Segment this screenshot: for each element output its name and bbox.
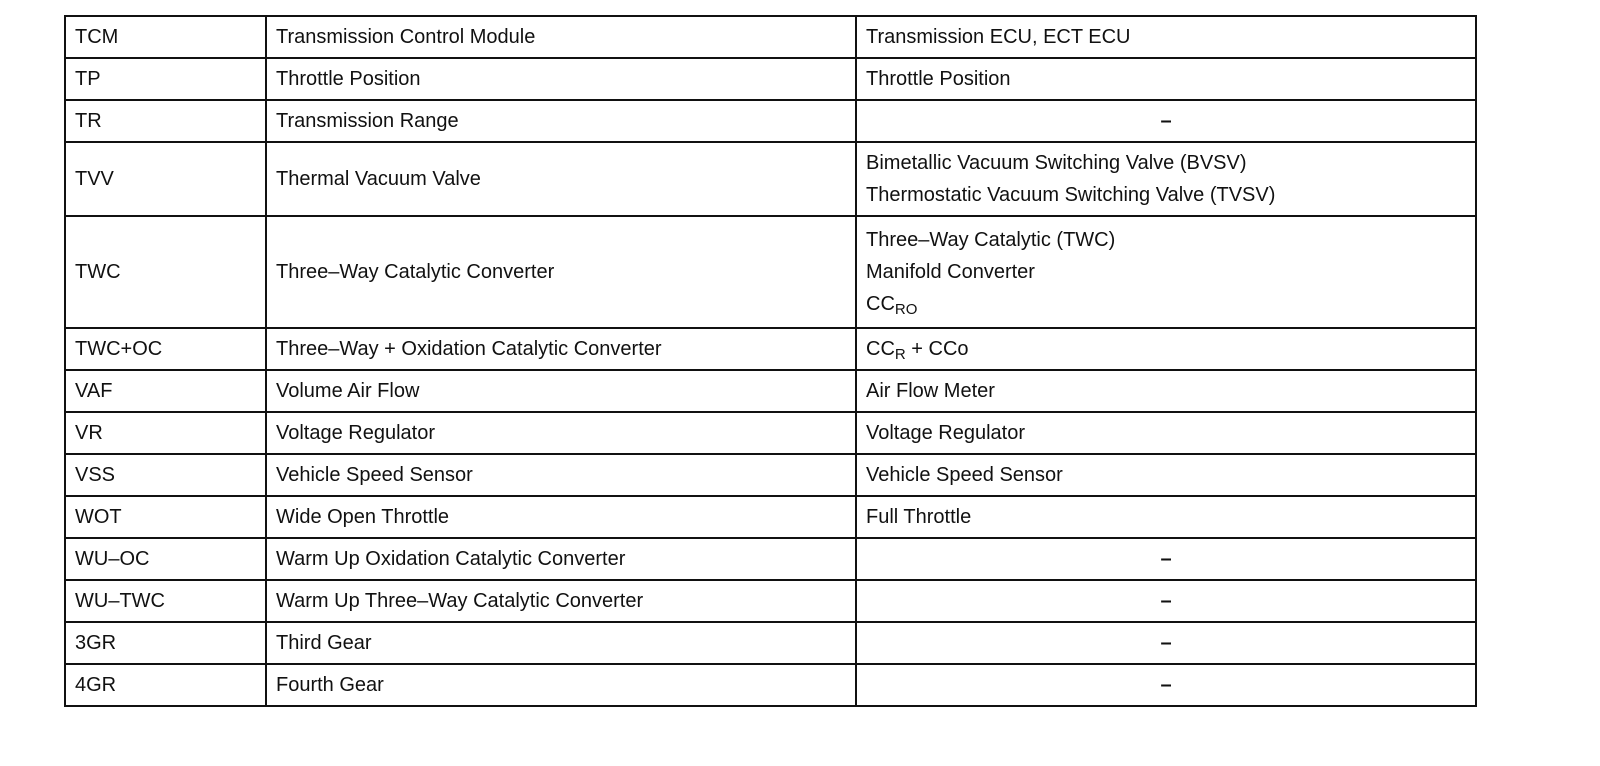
term-cell: Transmission Control Module: [266, 16, 856, 58]
formula-base: CC: [866, 338, 895, 360]
formula-subscript: RO: [894, 301, 918, 318]
abbreviation-cell: TWC: [65, 216, 266, 328]
term-cell: Three–Way Catalytic Converter: [266, 216, 856, 328]
table-row: [65, 100, 1476, 142]
term-cell: Transmission Range: [266, 100, 856, 142]
abbreviation-cell: VSS: [65, 454, 266, 496]
previous-term-cell: –: [856, 664, 1476, 706]
table-row: [65, 496, 1476, 538]
previous-term-cell: Full Throttle: [856, 496, 1476, 538]
table-row: [65, 216, 1476, 328]
formula-base: CC: [866, 293, 895, 315]
table-row: [65, 412, 1476, 454]
term-cell: Thermal Vacuum Valve: [266, 142, 856, 216]
term-cell: Warm Up Three–Way Catalytic Converter: [266, 580, 856, 622]
table-row: [65, 664, 1476, 706]
previous-term-cell: Throttle Position: [856, 58, 1476, 100]
previous-term-cell: [856, 328, 1476, 370]
term-cell: Throttle Position: [266, 58, 856, 100]
previous-term-cell: –: [856, 580, 1476, 622]
previous-term-line: [866, 288, 1466, 320]
abbreviation-cell: 4GR: [65, 664, 266, 706]
previous-term-cell: Air Flow Meter: [856, 370, 1476, 412]
term-cell: Fourth Gear: [266, 664, 856, 706]
abbreviation-cell: TWC+OC: [65, 328, 266, 370]
abbreviation-cell: 3GR: [65, 622, 266, 664]
abbreviation-cell: VR: [65, 412, 266, 454]
abbreviation-cell: WU–TWC: [65, 580, 266, 622]
abbreviation-cell: TVV: [65, 142, 266, 216]
previous-term-cell: –: [856, 622, 1476, 664]
table-row: [65, 370, 1476, 412]
abbreviation-cell: WOT: [65, 496, 266, 538]
previous-term-cell: Transmission ECU, ECT ECU: [856, 16, 1476, 58]
table-row: [65, 538, 1476, 580]
previous-term-cell: –: [856, 100, 1476, 142]
term-cell: Vehicle Speed Sensor: [266, 454, 856, 496]
table-row: [65, 58, 1476, 100]
table-row: [65, 328, 1476, 370]
abbreviation-table: [64, 15, 1477, 707]
table-row: [65, 622, 1476, 664]
term-cell: Three–Way + Oxidation Catalytic Converter: [266, 328, 856, 370]
previous-term-line: Bimetallic Vacuum Switching Valve (BVSV): [866, 152, 1247, 174]
previous-term-line: Three–Way Catalytic (TWC): [866, 229, 1116, 251]
abbreviation-cell: TP: [65, 58, 266, 100]
term-cell: Warm Up Oxidation Catalytic Converter: [266, 538, 856, 580]
previous-term-cell: Vehicle Speed Sensor: [856, 454, 1476, 496]
abbreviation-cell: TCM: [65, 16, 266, 58]
abbreviation-cell: TR: [65, 100, 266, 142]
previous-term-cell: [856, 142, 1476, 216]
previous-term-line: Thermostatic Vacuum Switching Valve (TVSV): [866, 184, 1276, 206]
term-cell: Wide Open Throttle: [266, 496, 856, 538]
abbreviation-cell: WU–OC: [65, 538, 266, 580]
table-row: [65, 580, 1476, 622]
previous-term-cell: Voltage Regulator: [856, 412, 1476, 454]
term-cell: Voltage Regulator: [266, 412, 856, 454]
term-cell: Third Gear: [266, 622, 856, 664]
table-row: [65, 142, 1476, 216]
term-cell: Volume Air Flow: [266, 370, 856, 412]
formula-subscript: R: [894, 346, 906, 363]
table-row: [65, 16, 1476, 58]
table-row: [65, 454, 1476, 496]
previous-term-cell: [856, 216, 1476, 328]
previous-term-line: Manifold Converter: [866, 261, 1035, 283]
abbreviation-cell: VAF: [65, 370, 266, 412]
previous-term-cell: –: [856, 538, 1476, 580]
formula-rest: + CCo: [905, 338, 969, 360]
